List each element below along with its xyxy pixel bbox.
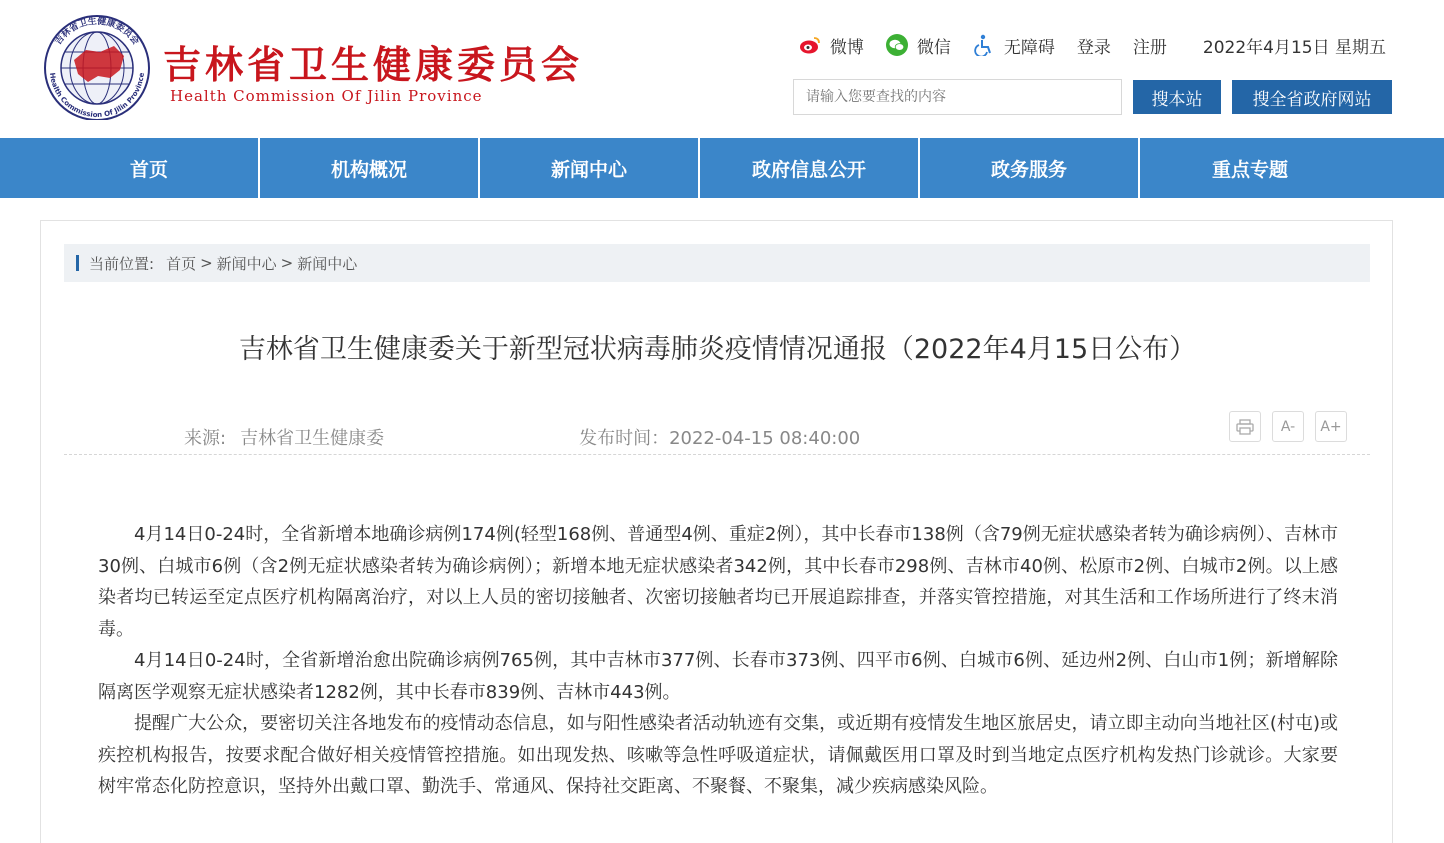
search-input[interactable] (793, 79, 1122, 115)
font-larger-button[interactable]: A+ (1315, 411, 1347, 442)
accessibility-label: 无障碍 (1003, 37, 1055, 58)
article-paragraph: 4月14日0-24时，全省新增本地确诊病例174例(轻型168例、普通型4例、重症2例），其中长春市138例（含79例无症状感染者转为确诊病例）、吉林市30例、白城市6例（含2例无症状感染者转为确诊病例）；新增本地无症状感染者342例，其中长春市298例、吉林市40例、松原市2例、白城市2例。以上感染者均已转运至定点医疗机构隔离治疗，对以上人员的密切接触者、次密切接触者均已开展追踪排查，并落实管控措施，对其生活和工作场所进行了终末消毒。 (98, 524, 1338, 640)
breadcrumb (64, 244, 1370, 282)
top-links (777, 30, 1386, 60)
register-link[interactable] (1133, 33, 1167, 58)
nav-topics[interactable]: 重点专题 (1211, 158, 1288, 181)
wechat-label: 微信 (916, 37, 951, 58)
current-date: 2022年4月15日 星期五 (1202, 37, 1386, 58)
print-button[interactable] (1229, 411, 1261, 442)
breadcrumb-separator: > (200, 254, 213, 272)
source-value: 吉林省卫生健康委 (240, 428, 385, 449)
search-province-button[interactable]: 搜全省政府网站 (1232, 80, 1392, 114)
org-name-en: Health Commission Of Jilin Province (170, 87, 483, 105)
article-paragraph: 提醒广大公众，要密切关注各地发布的疫情动态信息，如与阳性感染者活动轨迹有交集，或近期有疫情发生地区旅居史，请立即主动向当地社区(村屯)或疾控机构报告，按要求配合做好相关疫情管控措施。如出现发热、咳嗽等急性呼吸道症状，请佩戴医用口罩及时到当地定点医疗机构发热门诊就诊。大家要树牢常态化防控意识，坚持外出戴口罩、勤洗手、常通风、保持社交距离、不聚餐、不聚集，减少疾病感染风险。 (98, 713, 1338, 797)
printer-icon (1236, 419, 1254, 435)
login-link[interactable] (1077, 33, 1111, 58)
breadcrumb-home[interactable]: 首页 (166, 254, 197, 273)
weibo-link[interactable] (799, 33, 864, 58)
font-smaller-button[interactable]: A- (1272, 411, 1304, 442)
publish-time: 发布时间：2022-04-15 08:40:00 (579, 428, 861, 449)
article-paragraph: 4月14日0-24时，全省新增治愈出院确诊病例765例，其中吉林市377例、长春市373例、四平市6例、白城市6例、延边州2例、白山市1例；新增解除隔离医学观察无症状感染者1282例，其中长春市839例、吉林市443例。 (98, 650, 1338, 703)
weibo-label: 微博 (829, 37, 864, 58)
article-body (98, 519, 1338, 803)
nav-about[interactable]: 机构概况 (260, 138, 480, 198)
article-title: 吉林省卫生健康委关于新型冠状病毒肺炎疫情情况通报（2022年4月15日公布） (238, 334, 1197, 365)
source-label: 来源: (184, 428, 227, 449)
breadcrumb-current[interactable]: 新闻中心 (297, 254, 358, 273)
weibo-icon (799, 34, 821, 56)
breadcrumb-label: 当前位置: (89, 254, 155, 273)
site-header (0, 0, 1444, 138)
wheelchair-icon (973, 34, 995, 56)
breadcrumb-separator: > (280, 254, 294, 272)
article-tools (1218, 411, 1347, 442)
nav-home[interactable]: 首页 (40, 138, 260, 198)
emblem-logo-icon[interactable] (40, 12, 154, 120)
login-label: 登录 (1076, 37, 1111, 58)
emblem-text-en: Health Commission Of Jilin Province (48, 72, 146, 120)
nav-news[interactable]: 新闻中心 (480, 138, 700, 198)
emblem-text-cn: 吉林省卫生健康委员会 (53, 16, 141, 47)
org-name-cn[interactable]: 吉林省卫生健康委员会 (163, 42, 584, 87)
article-meta (184, 424, 860, 450)
meta-divider (64, 454, 1370, 455)
wechat-link[interactable] (886, 33, 951, 58)
article-container (40, 220, 1393, 843)
register-label: 注册 (1132, 37, 1167, 58)
search-site-button[interactable]: 搜本站 (1133, 80, 1221, 114)
breadcrumb-marker (76, 255, 79, 271)
main-nav (0, 138, 1444, 198)
nav-services[interactable]: 政务服务 (920, 138, 1140, 198)
wechat-icon (886, 34, 908, 56)
breadcrumb-news-center[interactable]: 新闻中心 (216, 254, 277, 273)
nav-gov-info[interactable]: 政府信息公开 (700, 138, 920, 198)
accessibility-link[interactable] (973, 33, 1055, 58)
